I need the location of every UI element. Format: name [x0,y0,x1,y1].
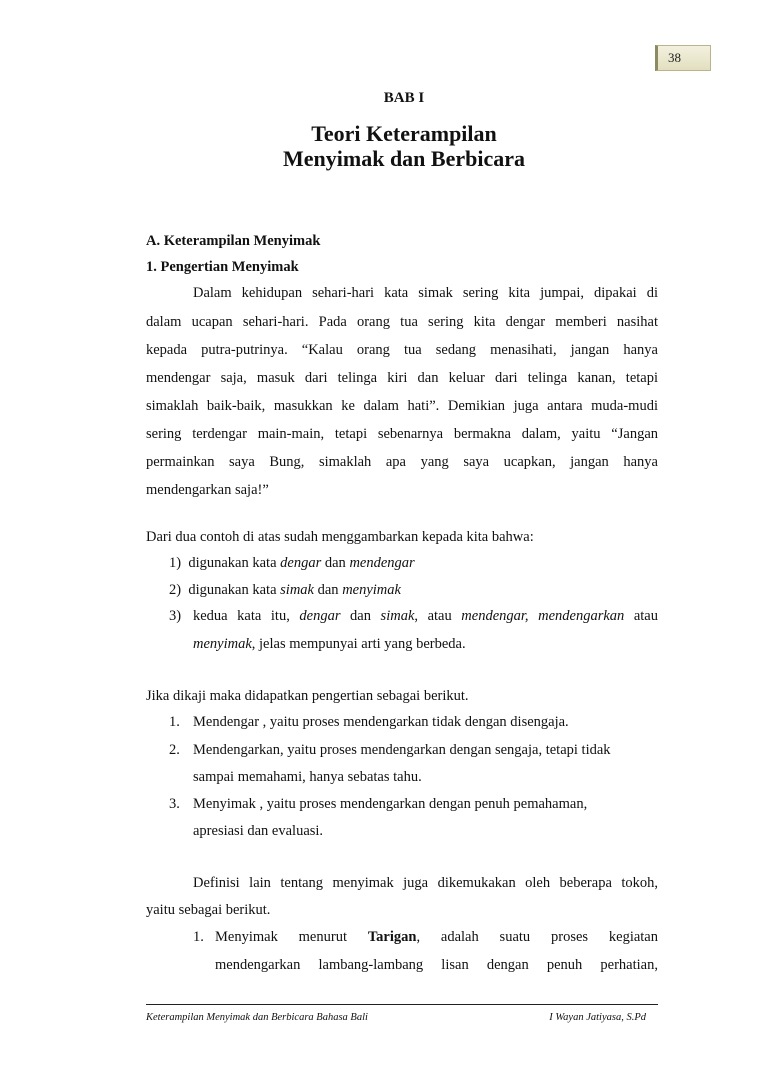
list-item-continuation: mendengarkan lambang-lambang lisan dengan penuh perhatian, [215,957,658,973]
paragraph-line: mendengar saja, masuk dari telinga kiri dan keluar dari telinga kanan, tetapi [146,370,658,386]
paragraph-line: Definisi lain tentang menyimak juga dikemukakan oleh beberapa tokoh, [193,875,658,891]
footer-book-title: Keterampilan Menyimak dan Berbicara Bahasa Bali [146,1012,368,1023]
paragraph-intro: Jika dikaji maka didapatkan pengertian sebagai berikut. [146,688,469,704]
paragraph-intro: Dari dua contoh di atas sudah menggambarkan kepada kita bahwa: [146,529,534,545]
list-item-continuation: sampai memahami, hanya sebatas tahu. [193,769,422,785]
list-item: Mendengar , yaitu proses mendengarkan tidak dengan disengaja. [193,714,569,730]
chapter-title-line-2: Menyimak dan Berbicara [283,146,525,171]
paragraph-line: sering terdengar main-main, tetapi sebenarnya bermakna dalam, yaitu “Jangan [146,426,658,442]
footer-author: I Wayan Jatiyasa, S.Pd [549,1012,646,1023]
section-heading: A. Keterampilan Menyimak [146,233,321,249]
chapter-title-line-1: Teori Keterampilan [311,121,497,146]
paragraph-line: simaklah baik-baik, masukkan ke dalam hati”. Demikian juga antara muda-mudi [146,398,658,414]
list-item: kedua kata itu, dengar dan simak, atau mendengar, mendengarkan atau [193,608,658,624]
list-item-number: 3. [169,796,180,812]
list-item-number: 2. [169,742,180,758]
list-item-number: 1. [169,714,180,730]
footer-divider [146,1004,658,1005]
list-item: Menyimak menurut Tarigan, adalah suatu proses kegiatan [215,929,658,945]
list-item: 2) digunakan kata simak dan menyimak [169,582,401,598]
paragraph-line: permainkan saya Bung, simaklah apa yang saya ucapkan, jangan hanya [146,454,658,470]
list-item: 1) digunakan kata dengar dan mendengar [169,555,415,571]
chapter-label: BAB I [383,90,425,106]
list-item: Menyimak , yaitu proses mendengarkan dengan penuh pemahaman, [193,796,588,812]
paragraph-line: Dalam kehidupan sehari-hari kata simak sering kita jumpai, dipakai di [193,285,658,301]
subsection-heading: 1. Pengertian Menyimak [146,259,299,275]
list-item-continuation: apresiasi dan evaluasi. [193,823,324,839]
page-number-badge: 38 [655,45,711,71]
list-item-number: 1. [193,929,204,945]
paragraph-line: kepada putra-putrinya. “Kalau orang tua sedang menasihati, jangan hanya [146,342,658,358]
list-item-continuation: menyimak, jelas mempunyai arti yang berbeda. [193,636,466,652]
paragraph-line: dalam ucapan sehari-hari. Pada orang tua sering kita dengar memberi nasihat [146,314,658,330]
list-item-number: 3) [169,608,182,624]
list-item: Mendengarkan, yaitu proses mendengarkan dengan sengaja, tetapi tidak [193,742,611,758]
paragraph-line: mendengarkan saja!” [146,482,269,498]
paragraph-line: yaitu sebagai berikut. [146,902,271,918]
